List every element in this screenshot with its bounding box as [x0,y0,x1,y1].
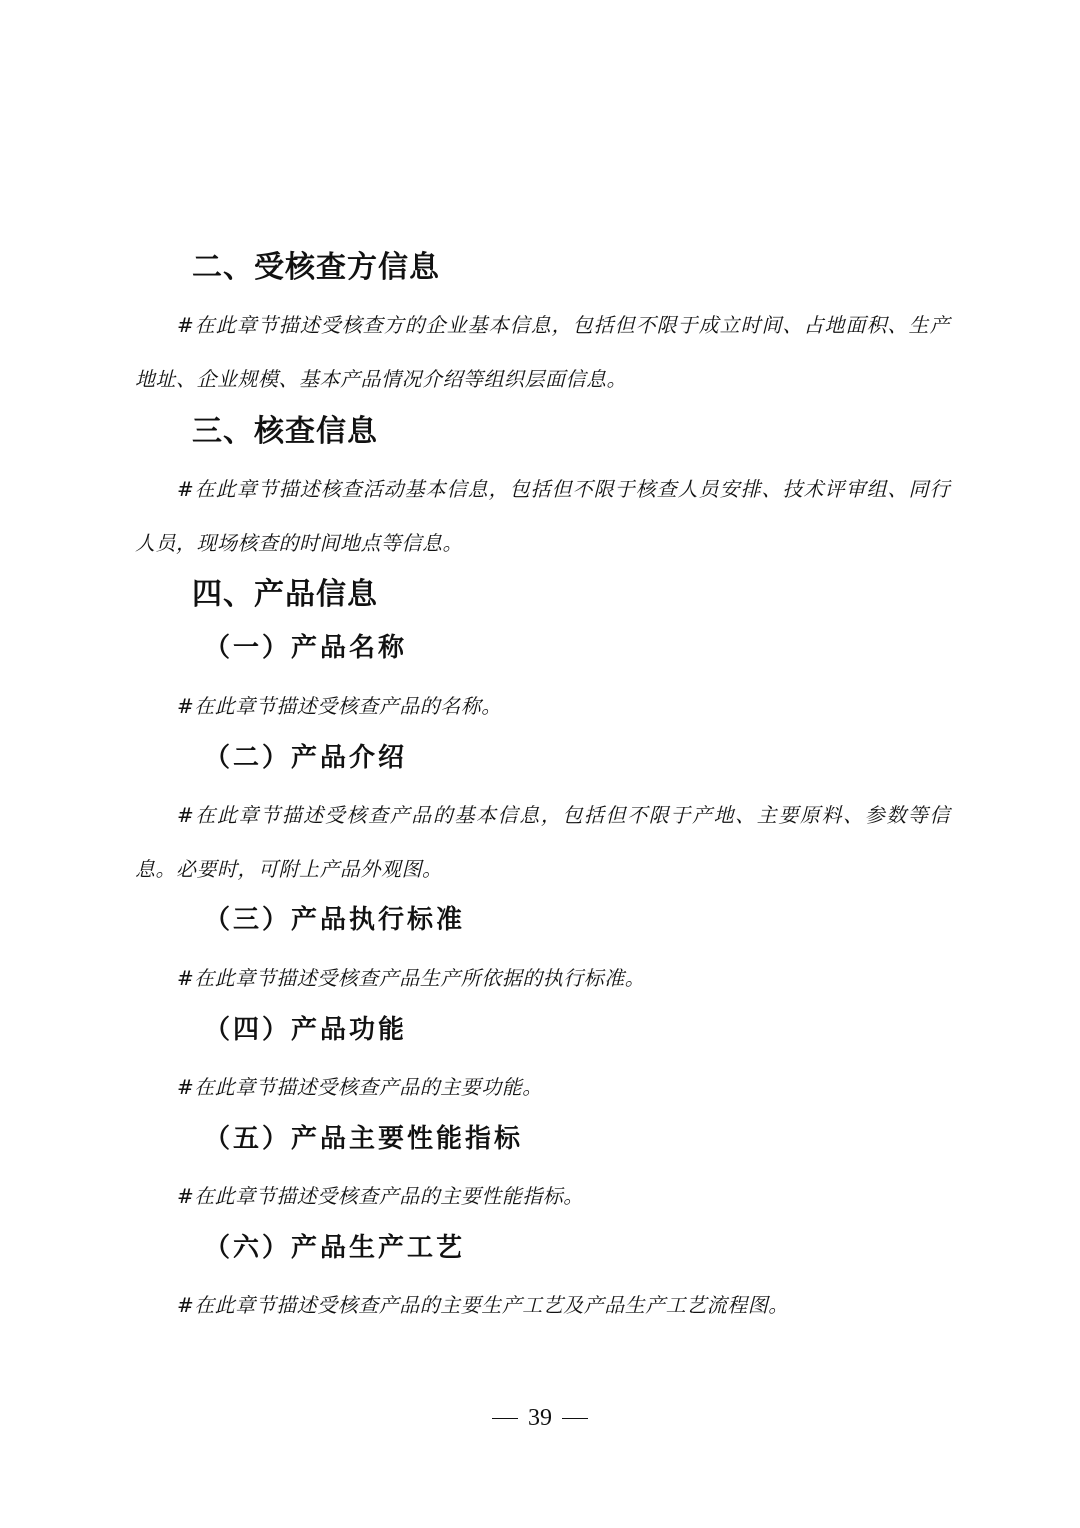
section-body-auditee-info: #在此章节描述受核查方的企业基本信息，包括但不限于成立时间、占地面积、生产地址、企业规模、基本产品情况介绍等组织层面信息。 [135,313,950,391]
subsection-heading-production-process: （六）产品生产工艺 [204,1233,466,1263]
subsection-heading-product-performance: （五）产品主要性能指标 [204,1124,524,1154]
subsection-heading-product-name: （一）产品名称 [204,633,408,663]
subsection-body-product-standard: #在此章节描述受核查产品生产所依据的执行标准。 [177,966,646,990]
dash-right-decoration [562,1418,588,1419]
dash-left-decoration [492,1418,518,1419]
subsection-heading-product-standard: （三）产品执行标准 [204,905,466,935]
section-body-verification-info: #在此章节描述核查活动基本信息，包括但不限于核查人员安排、技术评审组、同行人员，现场核查的时间地点等信息。 [135,477,950,555]
subsection-heading-product-intro: （二）产品介绍 [204,743,408,773]
subsection-body-production-process: #在此章节描述受核查产品的主要生产工艺及产品生产工艺流程图。 [177,1293,789,1317]
section-heading-verification-info: 三、核查信息 [192,414,378,449]
subsection-body-product-intro: #在此章节描述受核查产品的基本信息，包括但不限于产地、主要原料、参数等信息。必要时，可附上产品外观图。 [135,803,950,881]
page-number: 39 [528,1405,552,1431]
section-heading-product-info: 四、产品信息 [192,577,378,612]
section-heading-auditee-info: 二、受核查方信息 [192,250,440,285]
subsection-body-product-name: #在此章节描述受核查产品的名称。 [177,694,502,718]
subsection-heading-product-function: （四）产品功能 [204,1015,408,1045]
subsection-body-product-function: #在此章节描述受核查产品的主要功能。 [177,1075,543,1099]
subsection-body-product-performance: #在此章节描述受核查产品的主要性能指标。 [177,1184,584,1208]
page-footer [0,1402,1080,1434]
